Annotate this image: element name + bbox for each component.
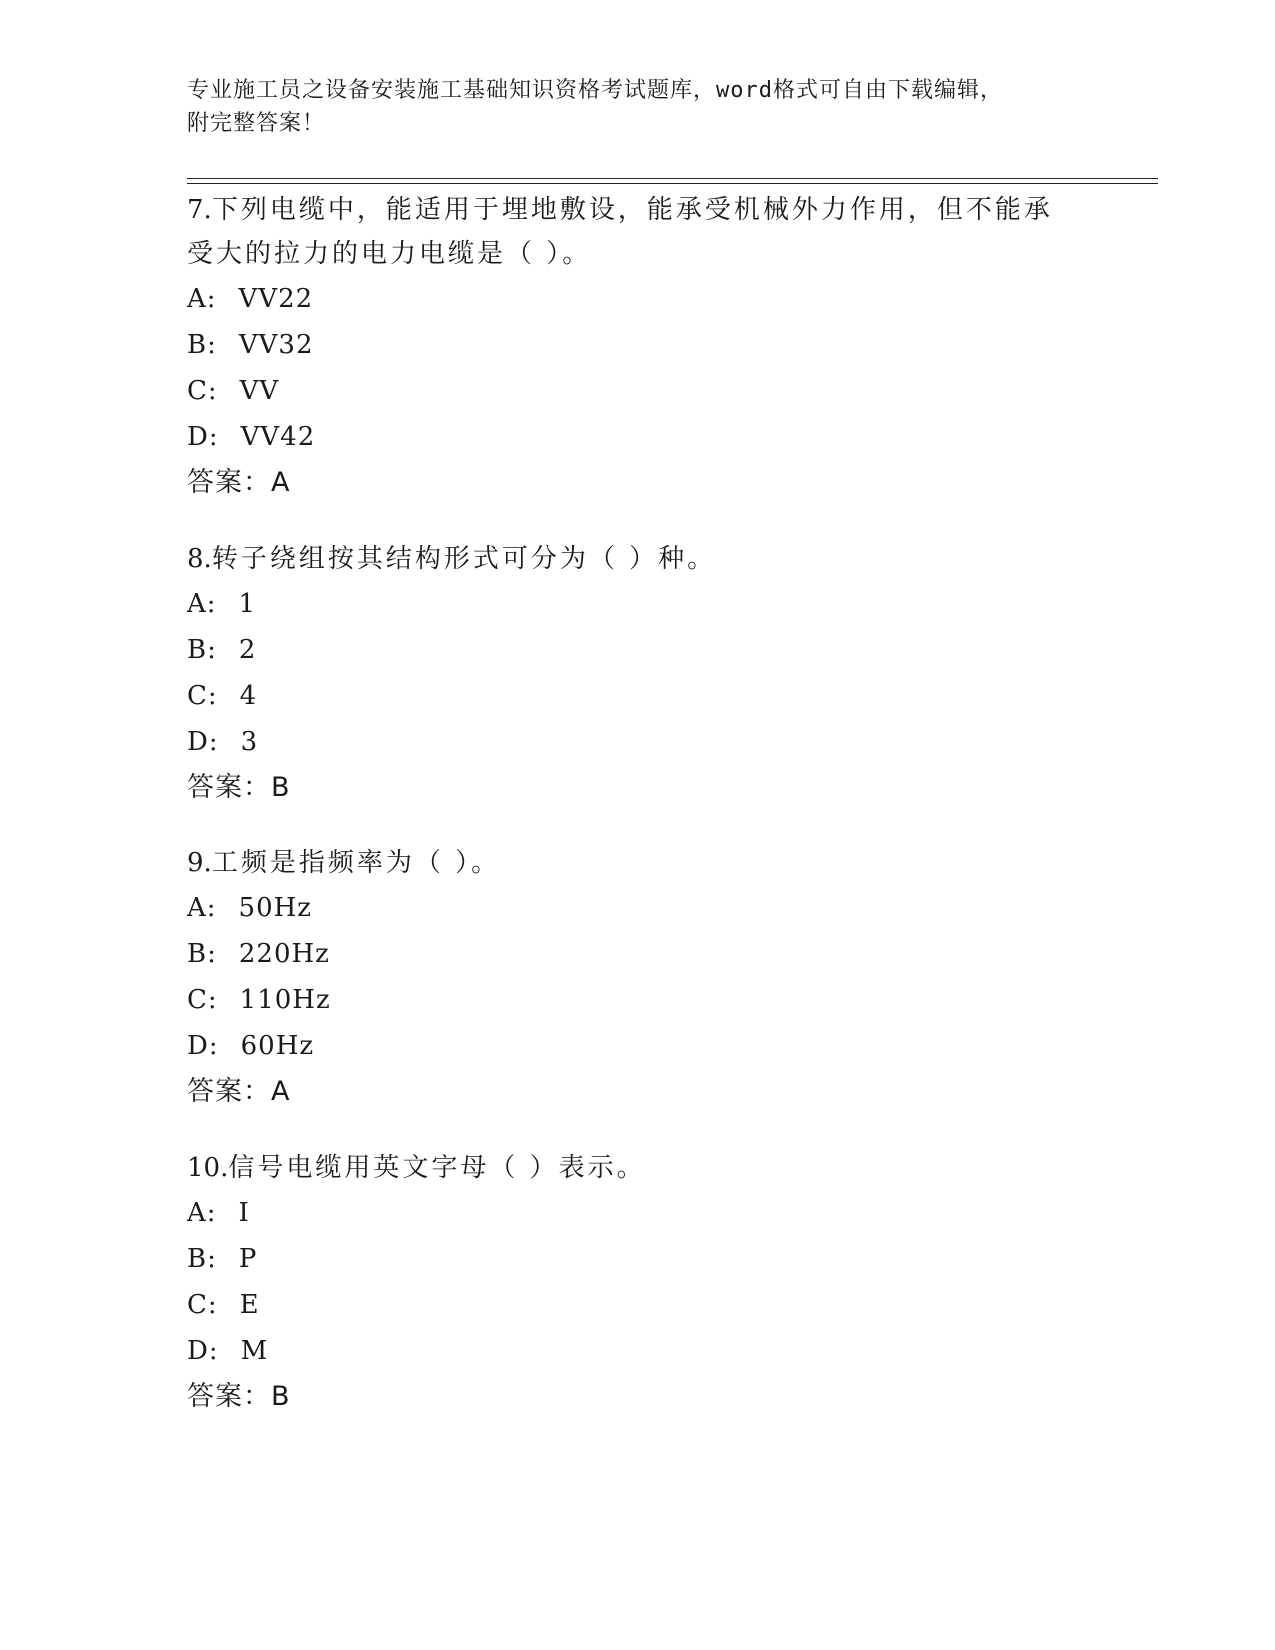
option-letter: B: — [187, 635, 217, 665]
question-8 — [187, 537, 1087, 811]
option-text: 1 — [238, 589, 257, 619]
option-d — [187, 1023, 1087, 1069]
question-stem — [187, 1146, 1087, 1190]
option-letter: C: — [187, 985, 218, 1015]
question-stem — [187, 537, 1087, 581]
option-text: VV — [239, 376, 280, 406]
header-line-2: 附完整答案！ — [187, 111, 326, 136]
question-stem-line-1: 转子绕组按其结构形式可分为（ ）种。 — [211, 544, 717, 574]
question-stem-line-1: 工频是指频率为（ ）。 — [211, 848, 501, 878]
option-text: I — [238, 1198, 250, 1228]
option-letter: C: — [187, 376, 218, 406]
option-text: P — [238, 1244, 258, 1274]
option-text: M — [240, 1336, 269, 1366]
option-c — [187, 368, 1087, 414]
option-text: 220Hz — [238, 939, 330, 969]
question-number: 8. — [187, 544, 212, 574]
option-d — [187, 414, 1087, 460]
option-a — [187, 885, 1087, 931]
option-letter: D: — [187, 727, 219, 757]
option-a — [187, 581, 1087, 627]
answer: 答案：B — [187, 1381, 291, 1412]
option-a — [187, 1190, 1087, 1236]
option-letter: B: — [187, 939, 217, 969]
option-text: 3 — [240, 727, 259, 757]
question-stem-line-1: 下列电缆中，能适用于埋地敷设，能承受机械外力作用，但不能承 — [211, 195, 1053, 225]
question-stem-line-1: 信号电缆用英文字母（ ）表示。 — [228, 1153, 646, 1183]
question-10 — [187, 1146, 1087, 1420]
option-letter: B: — [187, 330, 217, 360]
option-letter: A: — [187, 589, 217, 619]
option-letter: C: — [187, 681, 218, 711]
question-stem — [187, 188, 1087, 232]
question-number: 10. — [187, 1153, 229, 1183]
option-d — [187, 719, 1087, 765]
question-number: 7. — [187, 195, 212, 225]
option-text: 4 — [239, 681, 258, 711]
question-stem-line-2: 受大的拉力的电力电缆是（ ）。 — [187, 239, 592, 269]
answer: 答案：B — [187, 772, 291, 803]
option-text: VV32 — [238, 330, 314, 360]
option-letter: A: — [187, 1198, 217, 1228]
answer: 答案：A — [187, 1076, 291, 1107]
option-letter: D: — [187, 1336, 219, 1366]
option-a — [187, 276, 1087, 322]
option-c — [187, 1282, 1087, 1328]
option-letter: A: — [187, 893, 217, 923]
question-7 — [187, 188, 1087, 506]
option-c — [187, 977, 1087, 1023]
question-number: 9. — [187, 848, 212, 878]
option-letter: C: — [187, 1290, 218, 1320]
option-text: 110Hz — [239, 985, 331, 1015]
option-letter: B: — [187, 1244, 217, 1274]
answer: 答案：A — [187, 467, 291, 498]
question-9 — [187, 841, 1087, 1115]
option-text: VV42 — [240, 422, 316, 452]
option-b — [187, 931, 1087, 977]
option-text: VV22 — [238, 284, 314, 314]
option-b — [187, 627, 1087, 673]
option-b — [187, 322, 1087, 368]
option-text: E — [239, 1290, 260, 1320]
header-divider-top — [187, 178, 1158, 179]
option-letter: A: — [187, 284, 217, 314]
option-b — [187, 1236, 1087, 1282]
question-stem — [187, 841, 1087, 885]
header-divider-bottom — [187, 183, 1158, 184]
option-c — [187, 673, 1087, 719]
option-letter: D: — [187, 422, 219, 452]
option-text: 50Hz — [238, 893, 313, 923]
option-text: 2 — [238, 635, 257, 665]
option-text: 60Hz — [240, 1031, 315, 1061]
header-line-1: 专业施工员之设备安装施工基础知识资格考试题库，word格式可自由下载编辑， — [187, 78, 1003, 103]
option-letter: D: — [187, 1031, 219, 1061]
document-header — [187, 74, 1067, 140]
option-d — [187, 1328, 1087, 1374]
